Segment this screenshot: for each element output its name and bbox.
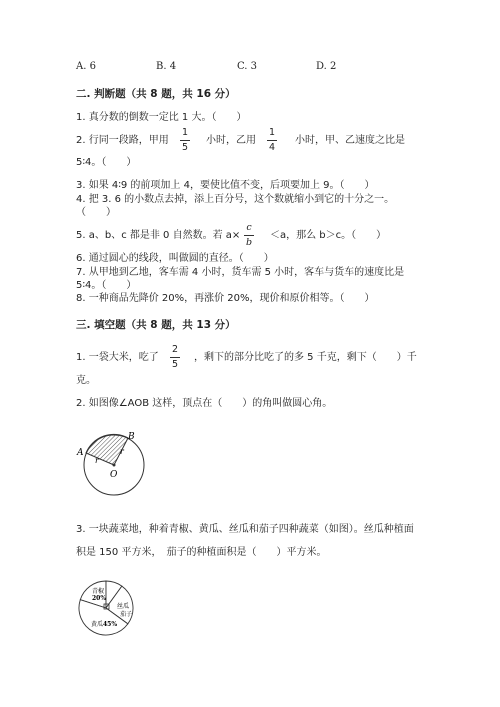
judge-q2-part-b: 小时，乙用 bbox=[206, 135, 256, 146]
option-d: D. 2 bbox=[316, 61, 337, 72]
fill-q3-line-2: 积是 150 平方米， 茄子的种植面积是（ ）平方米。 bbox=[76, 547, 327, 558]
judge-q7-line-1: 7. 从甲地到乙地，客车需 4 小时，货车需 5 小时，客车与货车的速度比是 bbox=[76, 267, 405, 278]
judge-q7-line-2: 5∶4。（ ） bbox=[76, 280, 137, 291]
fraction-numerator: 2 bbox=[171, 344, 179, 355]
judge-q2-fraction-1 bbox=[179, 128, 191, 152]
judge-q8: 8. 一种商品先降价 20%，再涨价 20%，现价和原价相等。（ ） bbox=[76, 293, 375, 304]
fraction-denominator: 4 bbox=[268, 141, 276, 153]
circle-angle-figure bbox=[70, 425, 152, 497]
pie-label-qiezi: 茄子 bbox=[120, 611, 133, 618]
fraction-bar bbox=[267, 140, 277, 141]
judge-q2-part-c: 小时，甲、乙速度之比是 bbox=[295, 135, 405, 146]
fill-q1-part-c: 克。 bbox=[76, 375, 96, 386]
pie-label-qingjiao: 青椒 bbox=[92, 588, 105, 595]
fraction-bar bbox=[244, 235, 254, 236]
fill-q2: 2. 如图像∠AOB 这样，顶点在（ ）的角叫做圆心角。 bbox=[76, 398, 333, 409]
judge-q3: 3. 如果 4∶9 的前项加上 4，要使比值不变，后项要加上 9。（ ） bbox=[76, 180, 375, 191]
fill-q1-part-b: ，剩下的部分比吃了的多 5 千克，剩下（ ）千 bbox=[194, 352, 417, 363]
fraction-numerator: 1 bbox=[181, 127, 189, 138]
vegetable-pie-chart bbox=[70, 578, 150, 658]
fraction-denominator: b bbox=[245, 236, 253, 248]
judge-q2-part-d: 5∶4。（ ） bbox=[76, 157, 137, 168]
judge-q2-part-a: 2. 行同一段路，甲用 bbox=[76, 135, 169, 146]
judge-q6: 6. 通过圆心的线段，叫做圆的直径。（ ） bbox=[76, 253, 274, 264]
option-a: A. 6 bbox=[76, 61, 96, 72]
fraction-numerator: c bbox=[246, 222, 252, 233]
judge-q5-part-b: ＜a，那么 b＞c。（ ） bbox=[270, 230, 387, 241]
section-judgement-header: 二. 判断题（共 8 题，共 16 分） bbox=[76, 88, 236, 100]
figure-label-r-left: r bbox=[95, 456, 99, 465]
section-fill-header: 三. 填空题（共 8 题，共 13 分） bbox=[76, 319, 236, 331]
fill-q1-fraction bbox=[169, 345, 181, 369]
pie-value-qingjiao: 20% bbox=[92, 595, 107, 602]
fill-q3-line-1: 3. 一块蔬菜地，种着青椒、黄瓜、丝瓜和茄子四种蔬菜（如图）。丝瓜种植面 bbox=[76, 524, 414, 535]
judge-q5-fraction bbox=[243, 223, 255, 247]
judge-q4-line-1: 4. 把 3. 6 的小数点去掉，添上百分号，这个数就缩小到它的十分之一。 bbox=[76, 194, 395, 205]
option-c: C. 3 bbox=[237, 61, 258, 72]
fraction-denominator: 5 bbox=[171, 358, 179, 370]
figure-label-b: B bbox=[128, 432, 135, 442]
pie-value-huanggua: 45% bbox=[103, 621, 118, 628]
judge-q1: 1. 真分数的倒数一定比 1 大。（ ） bbox=[76, 112, 247, 123]
pie-label-huanggua: 黄瓜 bbox=[91, 621, 104, 628]
figure-label-o: O bbox=[110, 470, 118, 480]
figure-label-a: A bbox=[77, 448, 84, 458]
fraction-denominator: 5 bbox=[181, 141, 189, 153]
fill-q1-part-a: 1. 一袋大米，吃了 bbox=[76, 352, 159, 363]
judge-q4-line-2: （ ） bbox=[76, 207, 116, 218]
option-b: B. 4 bbox=[156, 61, 177, 72]
fraction-bar bbox=[170, 357, 180, 358]
figure-label-r-right: r bbox=[120, 447, 124, 456]
pie-label-sigua: 丝瓜 bbox=[117, 603, 130, 610]
fraction-numerator: 1 bbox=[268, 127, 276, 138]
judge-q2-fraction-2 bbox=[266, 128, 278, 152]
judge-q5-part-a: 5. a、b、c 都是非 0 自然数。若 a× bbox=[76, 230, 241, 241]
figure-center-dot bbox=[113, 464, 116, 467]
fraction-bar bbox=[180, 140, 190, 141]
